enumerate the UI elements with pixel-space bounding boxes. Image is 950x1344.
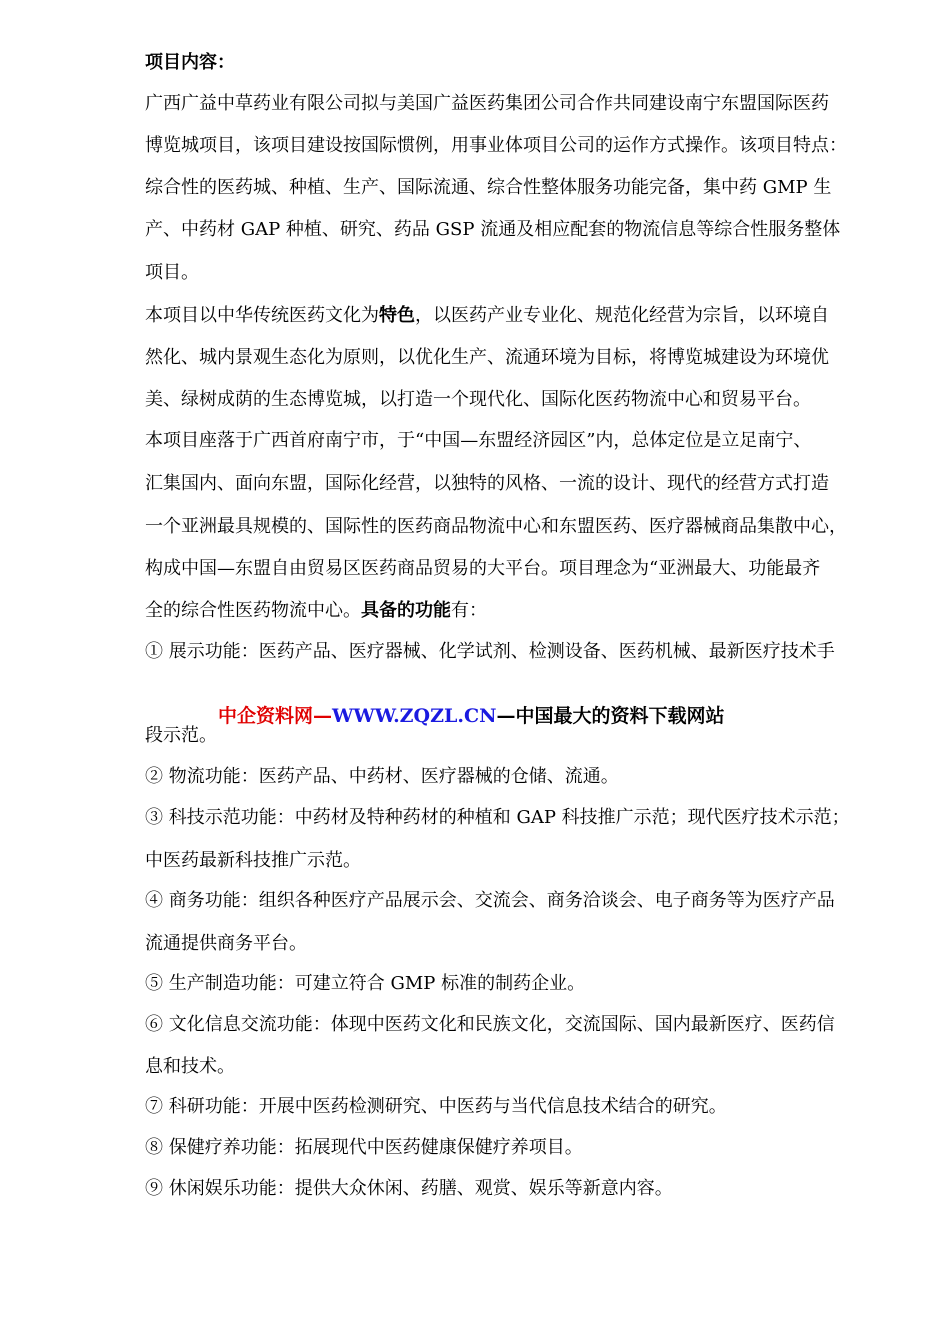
watermark-banner: [218, 703, 724, 729]
paragraph-3-line-4: 构成中国—东盟自由贸易区医药商品贸易的大平台。项目理念为“亚洲最大、功能最齐: [145, 558, 821, 579]
paragraph-2-line-3: 美、绿树成荫的生态博览城，以打造一个现代化、国际化医药物流中心和贸易平台。: [145, 389, 811, 410]
list-item: ⑨ 休闲娱乐功能：提供大众休闲、药膳、观赏、娱乐等新意内容。: [145, 1178, 673, 1199]
paragraph-1-line-3: 综合性的医药城、种植、生产、国际流通、综合性整体服务功能完备，集中药 GMP 生: [145, 177, 832, 198]
paragraph-3-line-2: 汇集国内、面向东盟，国际化经营，以独特的风格、一流的设计、现代的经营方式打造: [145, 473, 829, 494]
paragraph-1-line-5: 项目。: [145, 262, 199, 283]
paragraph-3-line-1: 本项目座落于广西首府南宁市，于“中国—东盟经济园区”内，总体定位是立足南宁、: [145, 430, 812, 451]
banner-site-name: 中企资料网: [218, 705, 314, 727]
list-item: ⑧ 保健疗养功能：拓展现代中医药健康保健疗养项目。: [145, 1137, 583, 1158]
paragraph-3-text: 有：: [451, 600, 487, 621]
paragraph-1-line-1: 广西广益中草药业有限公司拟与美国广益医药集团公司合作共同建设南宁东盟国际医药: [145, 93, 829, 114]
banner-dash: —: [496, 705, 516, 727]
paragraph-3-bold-functions: 具备的功能: [361, 600, 451, 621]
paragraph-2-line-2: 然化、城内景观生态化为原则，以优化生产、流通环境为目标，将博览城建设为环境优: [145, 347, 829, 368]
list-item: 息和技术。: [145, 1056, 235, 1077]
banner-url-link[interactable]: WWW.ZQZL.CN: [332, 705, 497, 727]
section-heading: 项目内容：: [145, 52, 235, 73]
paragraph-3-line-5: [145, 599, 487, 623]
list-item: ④ 商务功能：组织各种医疗产品展示会、交流会、商务洽谈会、电子商务等为医疗产品: [145, 890, 835, 911]
banner-dash: —: [313, 705, 333, 727]
banner-slogan: 中国最大的资料下载网站: [515, 705, 725, 727]
list-item: 段示范。: [145, 725, 217, 746]
paragraph-1-line-2: 博览城项目，该项目建设按国际惯例，用事业体项目公司的运作方式操作。该项目特点：: [145, 135, 847, 156]
list-item: ⑦ 科研功能：开展中医药检测研究、中医药与当代信息技术结合的研究。: [145, 1096, 727, 1117]
paragraph-2-line-1: [145, 304, 829, 328]
paragraph-1-line-4: 产、中药材 GAP 种植、研究、药品 GSP 流通及相应配套的物流信息等综合性服务整体: [145, 219, 841, 240]
list-item: ① 展示功能：医药产品、医疗器械、化学试剂、检测设备、医药机械、最新医疗技术手: [145, 641, 835, 662]
paragraph-2-text: 本项目以中华传统医药文化为: [145, 305, 379, 326]
list-item: ⑥ 文化信息交流功能：体现中医药文化和民族文化，交流国际、国内最新医疗、医药信: [145, 1014, 835, 1035]
paragraph-3-text: 全的综合性医药物流中心。: [145, 600, 361, 621]
paragraph-2-text: ，以医药产业专业化、规范化经营为宗旨，以环境自: [415, 305, 829, 326]
list-item: 中医药最新科技推广示范。: [145, 850, 361, 871]
list-item: ② 物流功能：医药产品、中药材、医疗器械的仓储、流通。: [145, 766, 619, 787]
list-item: 流通提供商务平台。: [145, 933, 307, 954]
paragraph-2-bold-feature: 特色: [379, 305, 415, 326]
list-item: ③ 科技示范功能：中药材及特种药材的种植和 GAP 科技推广示范；现代医疗技术示范；: [145, 807, 850, 828]
list-item: ⑤ 生产制造功能：可建立符合 GMP 标准的制药企业。: [145, 973, 586, 994]
paragraph-3-line-3: 一个亚洲最具规模的、国际性的医药商品物流中心和东盟医药、医疗器械商品集散中心，: [145, 516, 847, 537]
